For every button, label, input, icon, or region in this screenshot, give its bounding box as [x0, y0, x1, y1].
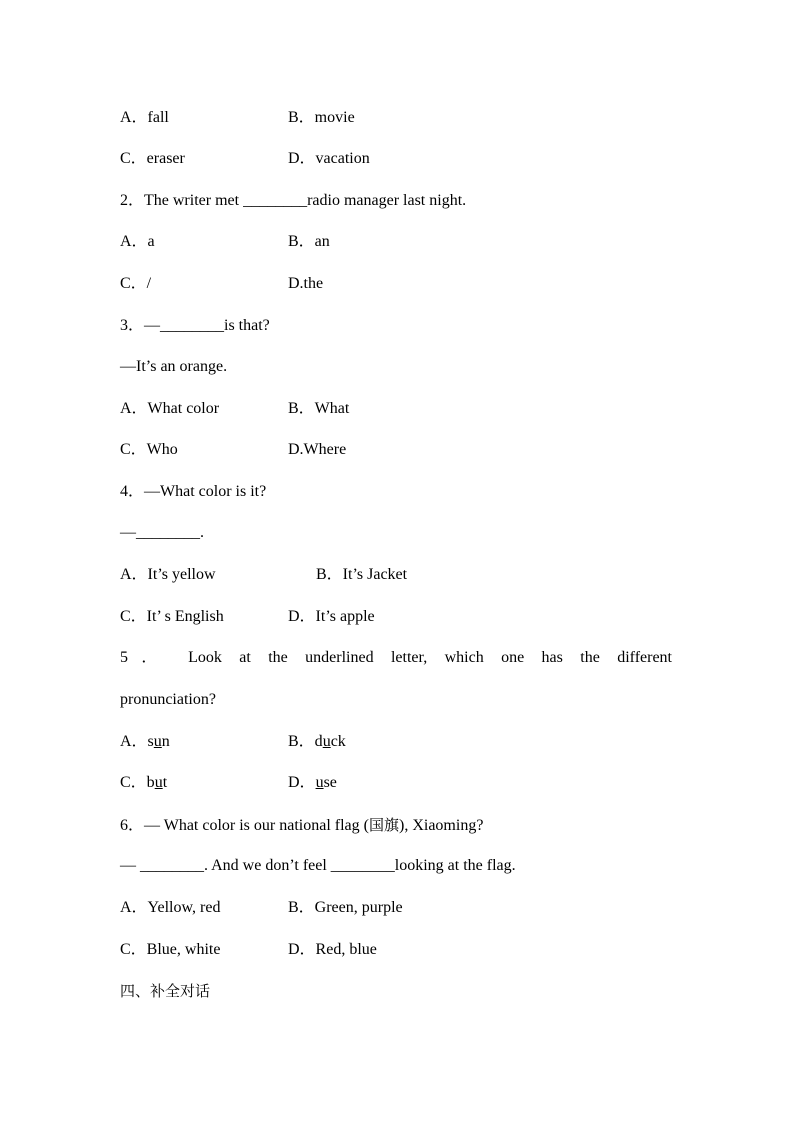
q4-reply: —________.	[120, 524, 204, 541]
q1-option-a: A．fall	[120, 109, 169, 126]
q6-stem: 6．— What color is our national flag (国旗), Xiaoming?	[120, 816, 484, 834]
q6-reply: — ________. And we don’t feel ________looking at the flag.	[120, 857, 516, 874]
q3-option-d: D.Where	[288, 441, 347, 458]
q3-option-b: B．What	[288, 400, 350, 417]
underlined-letter: u	[315, 774, 324, 791]
q6-option-c: C．Blue, white	[120, 941, 221, 958]
q1-option-b: B．movie	[288, 109, 355, 126]
q4-option-b: B．It’s Jacket	[316, 566, 408, 583]
q2-option-a: A．a	[120, 233, 155, 250]
q3-stem: 3．—________is that?	[120, 317, 270, 334]
q2-option-d: D.the	[288, 275, 324, 292]
q5-option-d: D．use	[288, 774, 337, 791]
q5-stem-line1: 5． Look at the underlined letter, which one has the different	[120, 649, 672, 666]
underlined-letter: u	[154, 774, 163, 791]
q1-option-c: C．eraser	[120, 150, 185, 167]
q6-option-d: D．Red, blue	[288, 941, 377, 958]
q5-stem-line2: pronunciation?	[120, 691, 216, 708]
q4-option-a: A．It’s yellow	[120, 566, 216, 583]
q6-option-a: A．Yellow, red	[120, 899, 221, 916]
q6-option-b: B．Green, purple	[288, 899, 403, 916]
underlined-letter: u	[153, 733, 162, 750]
q5-option-a: A．sun	[120, 733, 170, 750]
q5-option-c: C．but	[120, 774, 168, 791]
q2-stem: 2．The writer met ________radio manager last night.	[120, 192, 467, 209]
q4-option-d: D．It’s apple	[288, 608, 375, 625]
section-heading: 四、补全对话	[120, 982, 211, 1000]
q3-option-a: A．What color	[120, 400, 220, 417]
q6-stem-chinese: 国旗	[368, 816, 399, 834]
q3-option-c: C．Who	[120, 441, 178, 458]
underlined-letter: u	[322, 733, 331, 750]
q2-option-c: C．/	[120, 275, 152, 292]
q5-option-b: B．duck	[288, 733, 346, 750]
q2-option-b: B．an	[288, 233, 330, 250]
q4-option-c: C．It’ s English	[120, 608, 224, 625]
q1-option-d: D．vacation	[288, 150, 370, 167]
q4-stem: 4．—What color is it?	[120, 483, 267, 500]
q3-reply: —It’s an orange.	[120, 358, 228, 375]
